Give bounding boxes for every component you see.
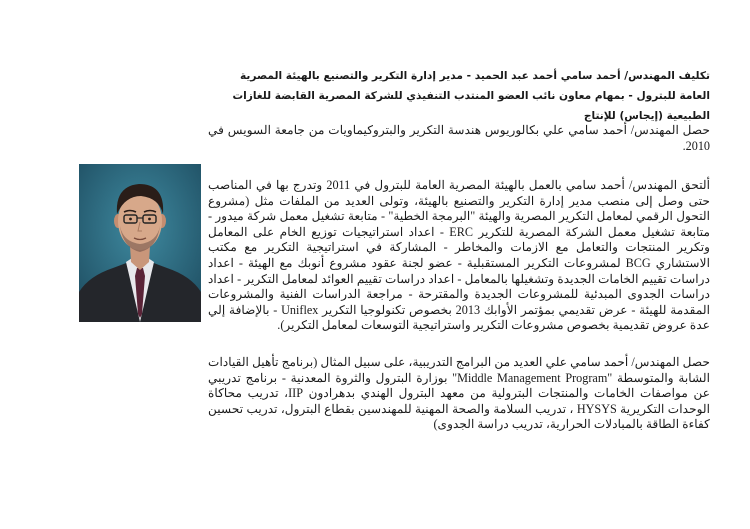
document-title: تكليف المهندس/ أحمد سامي أحمد عبد الحميد - مدير إدارة التكرير والتصنيع بالهيئة المصرية العامة للبترول - بمهام معاون نائب العضو المنتدب التنفيذي للشركة المصرية القابضة للغازات الطبيعية (إيجاس) للإنتاج (232, 70, 710, 122)
paragraph-training: حصل المهندس/ أحمد سامي علي العديد من البرامج التدريبية، على سبيل المثال (برنامج تأهيل القيادات الشابة والمتوسطة "Middle Management Program" بوزارة البترول والثروة المعدنية - برنامج تدريبي عن مواصفات الخامات والمنتجات البترولية من معهد البترول الهندي بدهرادون IIP، تدريب محاكاة الوحدات التكريرية HYSYS ، تدريب السلامة والصحة المهنية للمهندسين بقطاع البترول، تدريب تحسين كفاءة الطاقة بالمبادلات الحرارية، تدريب دراسة الجدوى) (208, 355, 710, 432)
paragraph-career: ألتحق المهندس/ أحمد سامي بالعمل بالهيئة المصرية العامة للبترول في 2011 وتدرج بها في المناصب حتى وصل إلى منصب مدير إدارة التكرير والتصنيع بالهيئة، وتولى العديد من الملفات مثل (مشروع التحول الرقمي لمعامل التكرير المصرية والهيئة "البرمجة الخطية" - متابعة تشغيل معمل شركة ميدور - متابعة تشغيل معمل الشركة المصرية للتكرير ERC - اعداد استراتيجيات توزيع الخام على المعامل وتكرير المنتجات والتعامل مع الازمات والمخاطر - المشاركة في استراتيجية التكرير مع مكتب الاستشاري BCG لمشروعات التكرير المستقبلية - عضو لجنة عقود مشروع أنوبك مع الهيئة - اعداد دراسات تقييم الخامات الجديدة وتشغيلها بالمعامل - اعداد دراسات تقييم العوائد لمعامل التكرير - اعداد دراسات الجدوى المبدئية للمشروعات الجديدة والمقترحة - مراجعة الدراسات الفنية والمشروعات المقدمة للهيئة - عرض تقديمي بمؤتمر الأوابك 2013 بخصوص تكنولوجيا التكرير Uniflex - بالإضافة إلي عدة عروض تقديمية بخصوص مشروعات التكرير واستراتيجية التوسعات لمعامل التكرير). (208, 178, 710, 333)
portrait-photo (79, 164, 201, 322)
paragraph-education: حصل المهندس/ أحمد سامي علي بكالوريوس هندسة التكرير والبتروكيماويات من جامعة السويس في 2010. (208, 123, 710, 153)
portrait-illustration (79, 164, 201, 322)
